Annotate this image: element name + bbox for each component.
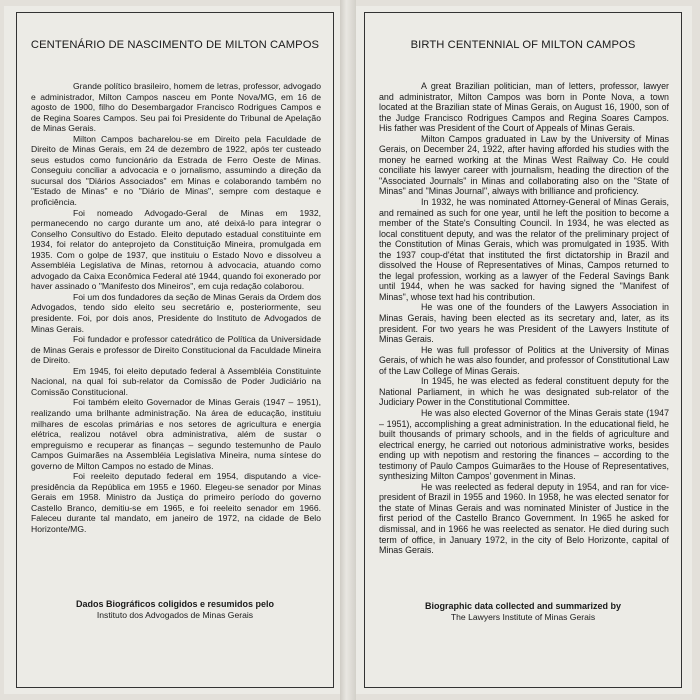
biography-text	[379, 81, 669, 556]
left-page-portuguese	[4, 6, 340, 694]
page-title: CENTENÁRIO DE NASCIMENTO DE MILTON CAMPOS	[30, 39, 320, 51]
paragraph: Foi reeleito deputado federal em 1954, disputando a vice-presidência da República em 1955 e 1960. Elegeu-se senador por Minas Gerais em 1958. Ministro da Justiça do primeiro período do governo Castello Branco, demitiu-se em 1965, e foi reeleito senador em 1966. Faleceu durante tal mandato, em janeiro de 1972, na cidade de Belo Horizonte/MG.	[31, 471, 321, 534]
paragraph: He was one of the founders of the Lawyers Association in Minas Gerais, having been elected as its secretary and, later, as its president. For two years he was President of the Lawyers Institute of Minas Gerais.	[379, 302, 669, 345]
page-title: BIRTH CENTENNIAL OF MILTON CAMPOS	[410, 39, 636, 51]
paragraph: Foi um dos fundadores da seção de Minas Gerais da Ordem dos Advogados, tendo sido eleito seu secretário e, posteriormente, seu presidente. Foi, por dois anos, Presidente do Instituto de Advogados de Minas Gerais.	[31, 291, 321, 334]
credit-line: Dados Biográficos coligidos e resumidos pelo	[75, 599, 275, 609]
source-credit	[365, 601, 681, 622]
paragraph: Milton Campos graduated in Law by the University of Minas Gerais, on December 24, 1922, after having afforded his studies with the money he earned working at the Minas West Railway Co. He could conciliate his lawyer career with journalism, heading the direction of the "Associated Journals" in Minas and collaborating also on the "State of Minas" and "Minas Journal", always with brilliance and proficiency.	[379, 133, 669, 197]
page-border	[16, 12, 334, 688]
credit-institution: The Lawyers Institute of Minas Gerais	[450, 612, 596, 622]
biography-text	[31, 81, 321, 535]
credit-line: Biographic data collected and summarized by	[424, 601, 622, 611]
paragraph: Grande político brasileiro, homem de letras, professor, advogado e administrador, Milton Campos nasceu em Ponte Nova/MG, em 16 de agosto de 1900, filho do Desembargador Francisco Rodrigues Campos e de Regina Soares Campos. Seu pai foi Presidente do Tribunal de Apelação de Minas Gerais.	[31, 81, 321, 134]
paragraph: Foi fundador e professor catedrático de Política da Universidade de Minas Gerais e professor de Direito Constitucional da Faculdade Mineira de Direito.	[31, 334, 321, 366]
paragraph: Em 1945, foi eleito deputado federal à Assembléia Constituinte Nacional, na qual foi sub-relator da Comissão de Poder Judiciário na Comissão Constitucional.	[31, 365, 321, 397]
paragraph: He was reelected as federal deputy in 1954, and ran for vice-president of Brazil in 1955 and 1960. In 1958, he was elected senator for the state of Minas Gerais and was nominated Minister of Justice in the first period of the Castello Branco Government. In 1965 he asked for dismissal, and in 1966 he was reelected as senator. He died during such term of office, in January 1972, in the city of Belo Horizonte, capital of Minas Gerais.	[379, 481, 669, 556]
book-gutter	[340, 0, 356, 700]
paragraph: He was also elected Governor of the Minas Gerais state (1947 – 1951), accomplishing a great administration. In the educational field, he built thousands of primary schools, and in the fields of agriculture and electrical energy, he carried out notorious administrative works, besides ending up with nepotism and restoring the finances – according to the testimony of Paulo Campos Guimarães to the House of Representatives, synthesizing Milton Campos' govenment in Minas.	[379, 407, 669, 482]
right-page-english	[356, 6, 692, 694]
paragraph: Foi também eleito Governador de Minas Gerais (1947 – 1951), realizando uma brilhante administração. Na área de educação, instituiu milhares de escolas primárias e nos setores de agricultura e energia elétrica, realizou notável obra administrativa, além de sustar o empreguismo e recuperar as finanças – segundo testemunho de Paulo Campos Guimarães na Assembléia Legislativa Mineira, numa síntese do governo de Milton Campos no estado de Minas.	[31, 397, 321, 471]
source-credit	[17, 599, 333, 620]
page-border	[364, 12, 682, 688]
paragraph: A great Brazilian politician, man of letters, professor, lawyer and administrator, Milton Campos was born in Ponte Nova, a town located at the Brazilian state of Minas Gerais, on August 16, 1900, son of the Judge Francisco Rodrigues Campos and Regina Soares Campos. His father was President of the Court of Appeals of Minas Gerais.	[379, 81, 669, 134]
paragraph: Milton Campos bacharelou-se em Direito pela Faculdade de Direito de Minas Gerais, em 24 de dezembro de 1922, após ter custeado seus estudos como funcionário da Estrada de Ferro Oeste de Minas. Conseguiu conciliar a advocacia e o jornalismo, assumindo a direção da sucursal dos "Diários Associados" em Minas e colaborando também no "Estado de Minas" e no "Diário de Minas", sempre com destaque e proficiência.	[31, 133, 321, 208]
paragraph: Foi nomeado Advogado-Geral de Minas em 1932, permanecendo no cargo durante um ano, até deixá-lo para integrar o Conselho Consultivo do Estado. Eleito deputado estadual constituinte em 1934, foi relator do anteprojeto da Constituição Mineira, promulgada em 1935. Com o golpe de 1937, que instituiu o Estado Novo e dissolveu a Assembléia Legislativa de Minas, retornou à advocacia, atuando como advogado da Caixa Econômica Federal até 1944, quando foi exonerado por haver assinado o "Manifesto dos Mineiros", em cuja redação colaborou.	[31, 207, 321, 292]
credit-institution: Instituto dos Advogados de Minas Gerais	[96, 610, 254, 620]
paragraph: In 1945, he was elected as federal constituent deputy for the National Parliament, in which he was designated sub-relator of the Judiciary Power in the Constitutional Committee.	[379, 376, 669, 408]
paragraph: In 1932, he was nominated Attorney-General of Minas Gerais, and remained as such for one year, until he left the position to become a member of the State's Consulting Council. In 1934, he was elected as local constituent deputy, and was the relator of the preliminary project of the Constitution of Minas Gerais, which was promulgated in 1935. With the 1937 coup-d'état that instituted the first dictatorship in Brazil and dissolved the House of Representatives of Minas, Campos returned to the legal profession, working as a lawyer of the Federal Savings Bank until 1944, when he was sacked for having signed the "Manifest of Minas", whose text had his contribution.	[379, 197, 669, 302]
paragraph: He was full professor of Politics at the University of Minas Gerais, of which he was also founder, and professor of Constitutional Law of the Law College of Minas Gerais.	[379, 344, 669, 376]
